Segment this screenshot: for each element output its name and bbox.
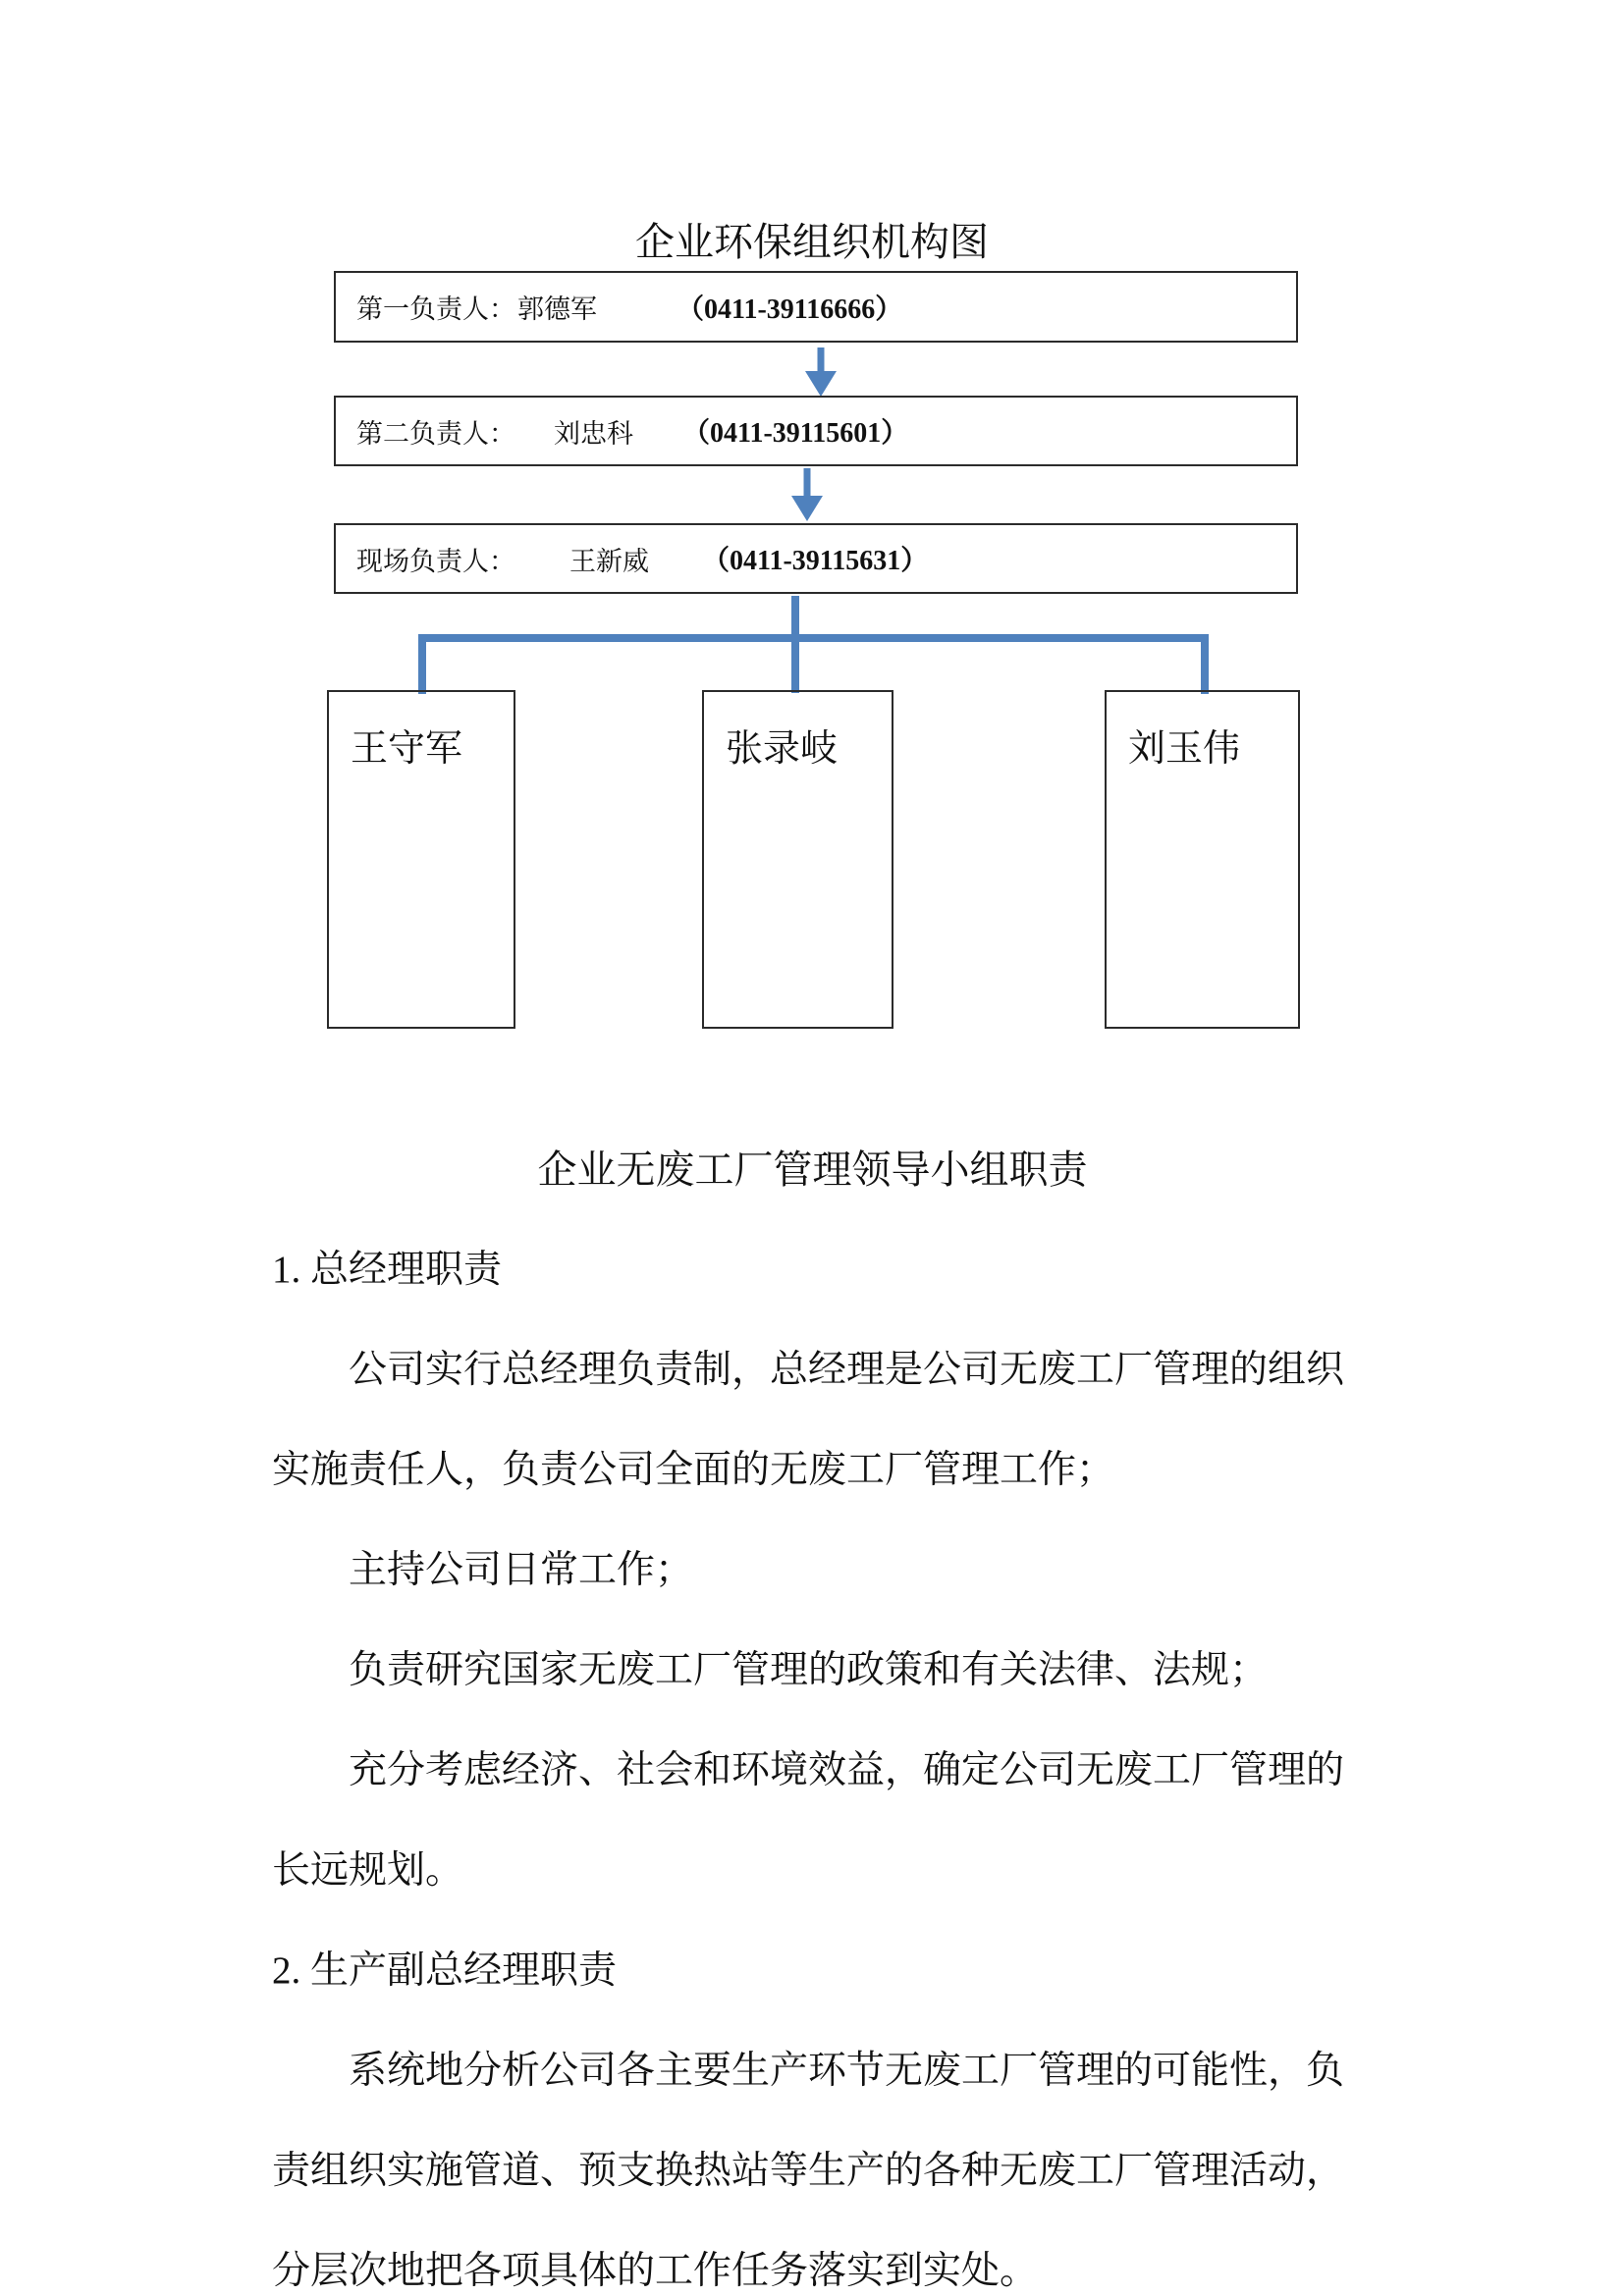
duties-line: 系统地分析公司各主要生产环节无废工厂管理的可能性，负 (349, 2050, 1345, 2092)
member-name: 王守军 (351, 728, 463, 770)
duties-line: 公司实行总经理负责制，总经理是公司无废工厂管理的组织 (349, 1349, 1345, 1391)
responsible-phone: （0411-39115601） (682, 418, 909, 449)
duties-line: 分层次地把各项具体的工作任务落实到实处。 (272, 2250, 1039, 2292)
responsible-box-level2 (334, 396, 1298, 466)
duties-line: 长远规划。 (272, 1849, 464, 1892)
responsible-name: 王新威 (569, 546, 649, 576)
arrow-down-icon (791, 496, 823, 521)
duties-heading: 2. 生产副总经理职责 (272, 1949, 618, 1992)
member-name: 张录岐 (726, 728, 839, 770)
member-box (327, 690, 515, 1029)
member-name: 刘玉伟 (1128, 728, 1241, 770)
duties-heading: 1. 总经理职责 (272, 1249, 503, 1291)
duties-line: 负责研究国家无废工厂管理的政策和有关法律、法规； (349, 1649, 1269, 1691)
responsible-label: 现场负责人： (356, 546, 515, 576)
responsible-box-level3 (334, 523, 1298, 594)
duties-section (272, 1120, 1353, 2296)
responsible-label: 第一负责人： (356, 294, 515, 324)
responsible-name: 郭德军 (517, 294, 597, 324)
duties-line: 充分考虑经济、社会和环境效益，确定公司无废工厂管理的 (349, 1749, 1345, 1791)
member-box (1105, 690, 1300, 1029)
responsible-box-level1 (334, 271, 1298, 343)
org-chart-title: 企业环保组织机构图 (635, 219, 989, 264)
duties-line: 责组织实施管道、预支换热站等生产的各种无废工厂管理活动， (272, 2150, 1345, 2192)
duties-line: 实施责任人，负责公司全面的无废工厂管理工作； (272, 1449, 1115, 1491)
responsible-name: 刘忠科 (554, 418, 633, 449)
responsible-label: 第二负责人： (356, 418, 515, 449)
arrow-down-icon (805, 371, 837, 397)
member-box (702, 690, 893, 1029)
duties-section-title: 企业无废工厂管理领导小组职责 (537, 1148, 1088, 1192)
responsible-phone: （0411-39116666） (677, 294, 903, 325)
responsible-phone: （0411-39115631） (702, 546, 929, 576)
duties-line: 主持公司日常工作； (349, 1549, 694, 1591)
